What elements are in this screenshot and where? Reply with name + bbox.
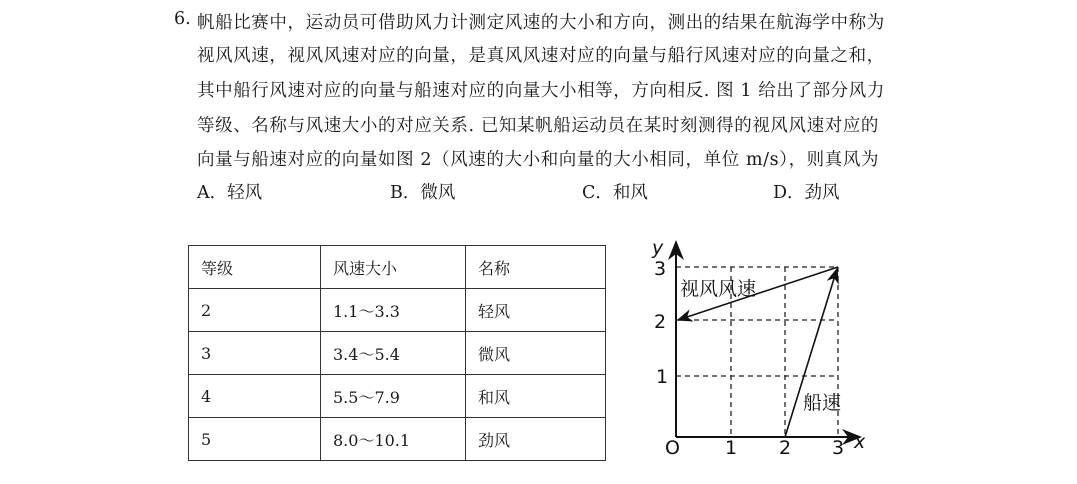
cell-level: 4: [189, 375, 321, 418]
question-line-5: 向量与船速对应的向量如图 2（风速的大小和向量的大小相同，单位 m/s），则真风为: [197, 150, 880, 170]
wind-scale-table: [188, 245, 606, 461]
y-tick-2: 2: [654, 311, 667, 333]
cell-level: 2: [189, 289, 321, 332]
y-tick-1: 1: [656, 366, 669, 388]
x-tick-3: 3: [832, 437, 845, 459]
cell-level: 3: [189, 332, 321, 375]
question-line-4: 等级、名称与风速大小的对应关系. 已知某帆船运动员在某时刻测得的视风风速对应的: [197, 116, 880, 136]
question-line-1: 帆船比赛中，运动员可借助风力计测定风速的大小和方向，测出的结果在航海学中称为: [197, 13, 885, 33]
header-level: 等级: [189, 246, 321, 289]
option-c[interactable]: C．和风: [582, 183, 648, 203]
question-line-2: 视风风速，视风风速对应的向量，是真风风速对应的向量与船行风速对应的向量之和，: [197, 46, 885, 66]
table-header-row: [189, 246, 606, 289]
question-line-3: 其中船行风速对应的向量与船速对应的向量大小相等，方向相反. 图 1 给出了部分风力: [197, 81, 885, 101]
cell-speed: 3.4～5.4: [321, 332, 466, 375]
cell-name: 劲风: [466, 418, 606, 461]
vector-diagram: [640, 232, 880, 472]
header-name: 名称: [466, 246, 606, 289]
apparent-wind-label: 视风风速: [680, 278, 757, 300]
option-b[interactable]: B．微风: [390, 183, 456, 203]
x-axis-label: x: [854, 431, 866, 453]
cell-speed: 5.5～7.9: [321, 375, 466, 418]
x-tick-1: 1: [725, 437, 738, 459]
y-axis-label: y: [652, 237, 664, 259]
table-row: [189, 332, 606, 375]
option-a[interactable]: A．轻风: [197, 183, 263, 203]
cell-speed: 8.0～10.1: [321, 418, 466, 461]
cell-speed: 1.1～3.3: [321, 289, 466, 332]
cell-name: 微风: [466, 332, 606, 375]
cell-name: 轻风: [466, 289, 606, 332]
table-row: [189, 375, 606, 418]
header-speed: 风速大小: [321, 246, 466, 289]
question-number: 6.: [174, 9, 191, 29]
cell-name: 和风: [466, 375, 606, 418]
table-row: [189, 418, 606, 461]
cell-level: 5: [189, 418, 321, 461]
origin-label: O: [665, 437, 680, 459]
boat-speed-label: 船速: [803, 392, 842, 414]
y-tick-3: 3: [654, 258, 667, 280]
option-d[interactable]: D．劲风: [773, 183, 840, 203]
table-row: [189, 289, 606, 332]
x-tick-2: 2: [779, 437, 792, 459]
